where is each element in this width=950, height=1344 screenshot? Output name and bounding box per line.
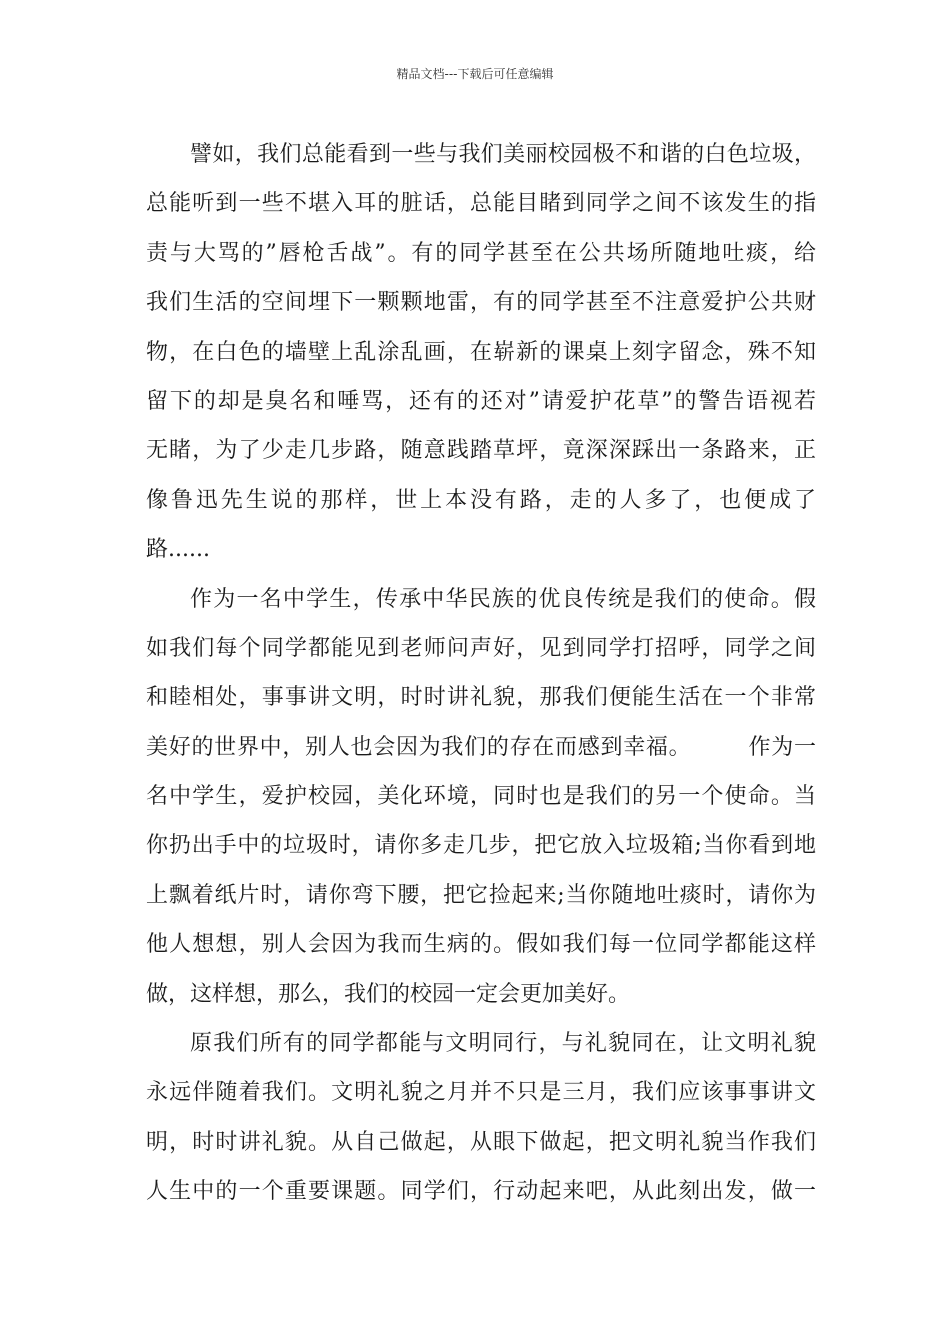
page-header: 精品文档---下载后可任意编辑 <box>396 67 554 81</box>
text-line: 我们生活的空间埋下一颗颗地雷，有的同学甚至不注意爱护公共财 <box>146 290 816 316</box>
text-line: 做，这样想，那么，我们的校园一定会更加美好。 <box>146 981 631 1007</box>
text-line: 路...... <box>146 537 210 563</box>
text-line: 像鲁迅先生说的那样，世上本没有路，走的人多了，也便成了 <box>146 487 816 513</box>
text-line: 上飘着纸片时，请你弯下腰，把它捡起来;当你随地吐痰时，请你为 <box>146 882 816 908</box>
text-line: 无睹，为了少走几步路，随意践踏草坪，竟深深踩出一条路来，正 <box>146 438 816 464</box>
text-line: 总能听到一些不堪入耳的脏话，总能目睹到同学之间不该发生的指 <box>146 191 816 217</box>
text-line: 人生中的一个重要课题。同学们，行动起来吧，从此刻出发，做一 <box>146 1179 816 1205</box>
text-line: 留下的却是臭名和唾骂，还有的还对”请爱护花草”的警告语视若 <box>146 388 816 414</box>
text-line: 如我们每个同学都能见到老师问声好，见到同学打招呼，同学之间 <box>146 635 816 661</box>
text-line: 和睦相处，事事讲文明，时时讲礼貌，那我们便能生活在一个非常 <box>146 685 816 711</box>
text-line: 美好的世界中，别人也会因为我们的存在而感到幸福。 作为一 <box>146 734 816 760</box>
text-line: 永远伴随着我们。文明礼貌之月并不只是三月，我们应该事事讲文 <box>146 1080 816 1106</box>
text-line: 作为一名中学生，传承中华民族的优良传统是我们的使命。假 <box>190 586 816 612</box>
document-body <box>146 130 816 1217</box>
text-line: 名中学生，爱护校园，美化环境，同时也是我们的另一个使命。当 <box>146 784 816 810</box>
text-line: 你扔出手中的垃圾时，请你多走几步，把它放入垃圾箱;当你看到地 <box>146 833 816 859</box>
text-line: 责与大骂的”唇枪舌战”。有的同学甚至在公共场所随地吐痰，给 <box>146 240 816 266</box>
text-line: 原我们所有的同学都能与文明同行，与礼貌同在，让文明礼貌 <box>190 1031 816 1057</box>
text-line: 物，在白色的墙壁上乱涂乱画，在崭新的课桌上刻字留念，殊不知 <box>146 339 816 365</box>
text-line: 明，时时讲礼貌。从自己做起，从眼下做起，把文明礼貌当作我们 <box>146 1129 816 1155</box>
text-line: 譬如，我们总能看到一些与我们美丽校园极不和谐的白色垃圾， <box>190 142 816 167</box>
text-line: 他人想想，别人会因为我而生病的。假如我们每一位同学都能这样 <box>146 932 816 958</box>
